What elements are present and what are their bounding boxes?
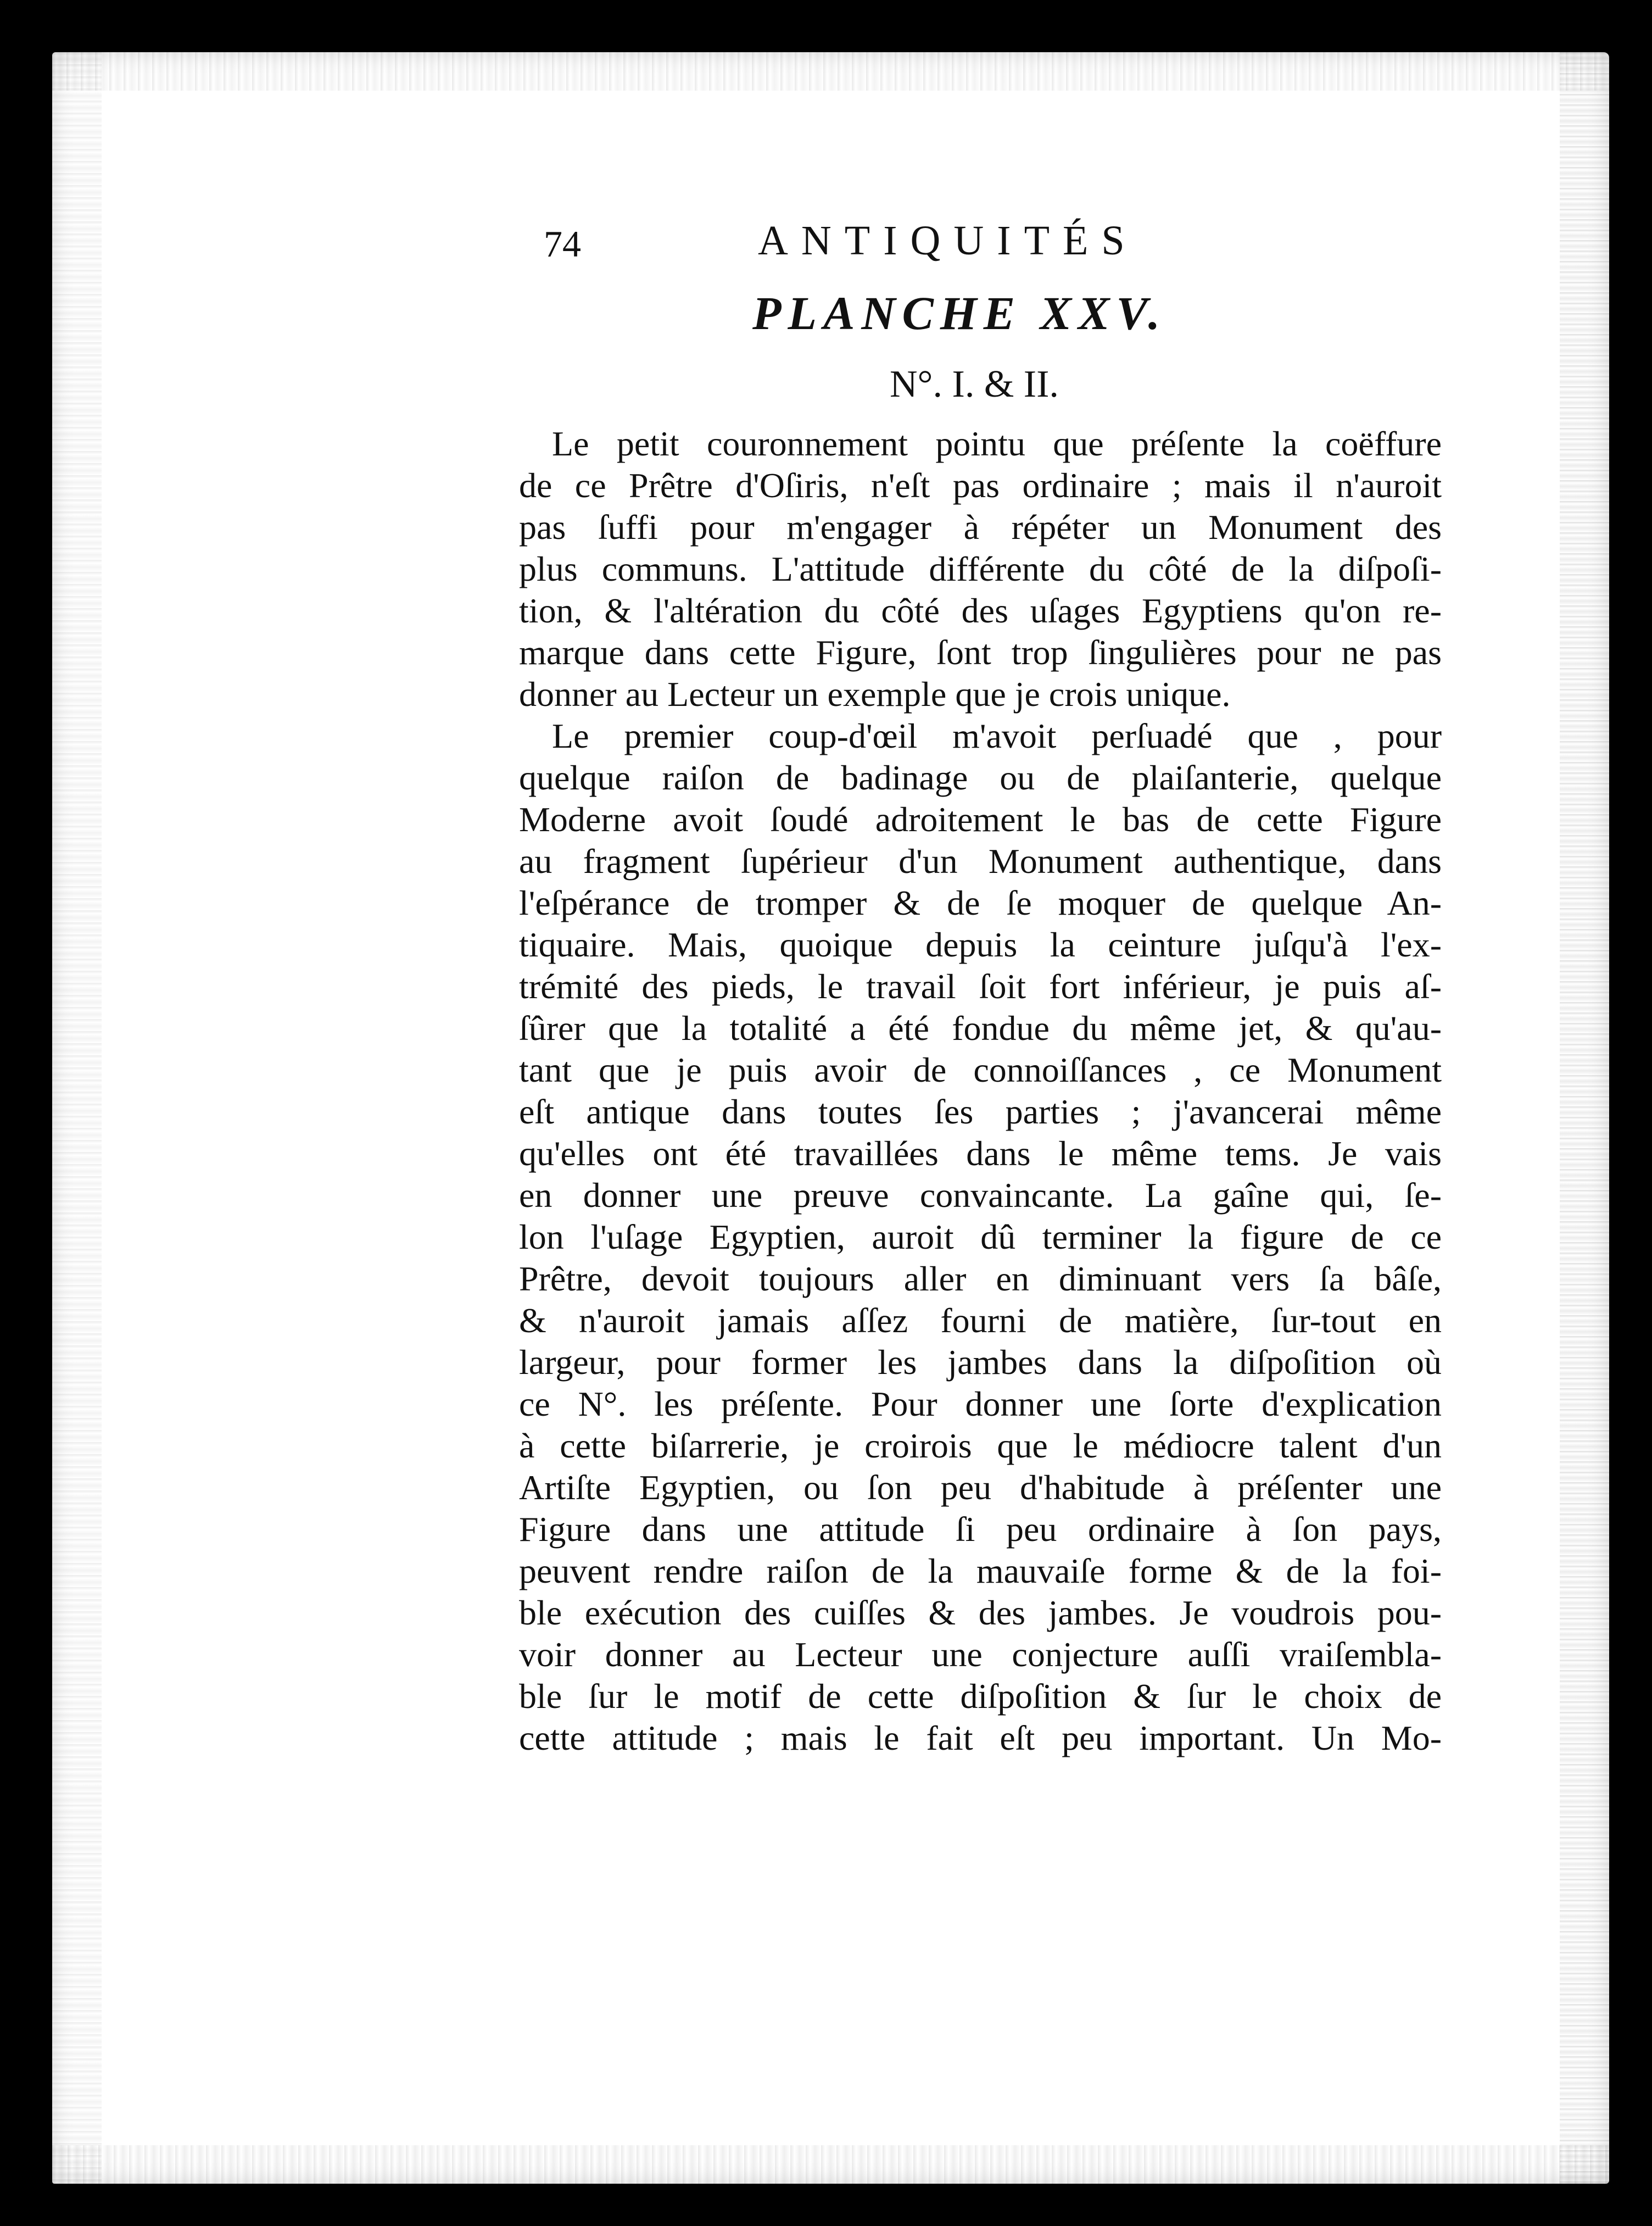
edge-wear-top [52, 52, 1609, 91]
text-line: l'eſpérance de tromper & de ſe moquer de quelque An- [519, 883, 1442, 922]
text-line: ble exécution des cuiſſes & des jambes. Je voudrois pou- [519, 1593, 1442, 1632]
text-line: cette attitude ; mais le fait eſt peu important. Un Mo- [519, 1718, 1442, 1757]
text-line: à cette biſarrerie, je croirois que le médiocre talent d'un [519, 1426, 1442, 1465]
text-line: Le petit couronnement pointu que préſente la coëffure [552, 424, 1442, 463]
text-line: au fragment ſupérieur d'un Monument authentique, dans [519, 842, 1442, 881]
text-line: plus communs. L'attitude différente du côté de la diſpoſi- [519, 549, 1442, 588]
text-line: ſûrer que la totalité a été fondue du même jet, & qu'au- [519, 1009, 1442, 1048]
edge-wear-bottom [52, 2145, 1609, 2184]
text-line: de ce Prêtre d'Oſiris, n'eſt pas ordinaire ; mais il n'auroit [519, 466, 1442, 505]
text-line: & n'auroit jamais aſſez fourni de matière, ſur-tout en [519, 1301, 1442, 1340]
running-head [527, 217, 1241, 272]
text-line: trémité des pieds, le travail ſoit fort inférieur, je puis aſ- [519, 967, 1442, 1006]
text-line: peuvent rendre raiſon de la mauvaiſe forme & de la foi- [519, 1551, 1442, 1590]
plate-title: PLANCHE XXV. [752, 287, 1167, 340]
text-line: lon l'uſage Egyptien, auroit dû terminer la figure de ce [519, 1217, 1442, 1256]
text-line: Figure dans une attitude ſi peu ordinaire à ſon pays, [519, 1510, 1442, 1549]
text-line: ble ſur le motif de cette diſpoſition & ſur le choix de [519, 1677, 1442, 1716]
text-line: ce N°. les préſente. Pour donner une ſorte d'explication [519, 1384, 1442, 1423]
text-line: eſt antique dans toutes ſes parties ; j'avancerai même [519, 1092, 1442, 1131]
text-line: quelque raiſon de badinage ou de plaiſanterie, quelque [519, 758, 1442, 797]
text-line: largeur, pour former les jambes dans la diſpoſition où [519, 1343, 1442, 1382]
text-line: tion, & l'altération du côté des uſages Egyptiens qu'on re- [519, 591, 1442, 630]
text-line: voir donner au Lecteur une conjecture auſſi vraiſembla- [519, 1635, 1442, 1674]
edge-wear-right [1560, 52, 1609, 2184]
text-line: Le premier coup-d'œil m'avoit perſuadé que , pour [552, 716, 1442, 755]
text-line: tant que je puis avoir de connoiſſances , ce Monument [519, 1050, 1442, 1089]
page-number: 74 [544, 223, 581, 265]
text-line: Prêtre, devoit toujours aller en diminuant vers ſa bâſe, [519, 1259, 1442, 1298]
plate-subtitle: N°. I. & II. [890, 363, 1059, 405]
text-line: tiquaire. Mais, quoique depuis la ceinture juſqu'à l'ex- [519, 925, 1442, 964]
text-line: donner au Lecteur un exemple que je crois unique. [519, 675, 1231, 714]
text-line: Moderne avoit ſoudé adroitement le bas de cette Figure [519, 800, 1442, 839]
text-line: marque dans cette Figure, ſont trop ſingulières pour ne pas [519, 633, 1442, 672]
text-line: pas ſuffi pour m'engager à répéter un Monument des [519, 508, 1442, 547]
text-line: Artiſte Egyptien, ou ſon peu d'habitude à préſenter une [519, 1468, 1442, 1507]
body-text [519, 423, 1442, 1757]
edge-wear-left [52, 52, 102, 2184]
text-line: qu'elles ont été travaillées dans le même tems. Je vais [519, 1134, 1442, 1173]
running-head-title: ANTIQUITÉS [758, 218, 1138, 264]
text-line: en donner une preuve convaincante. La gaîne qui, ſe- [519, 1176, 1442, 1215]
